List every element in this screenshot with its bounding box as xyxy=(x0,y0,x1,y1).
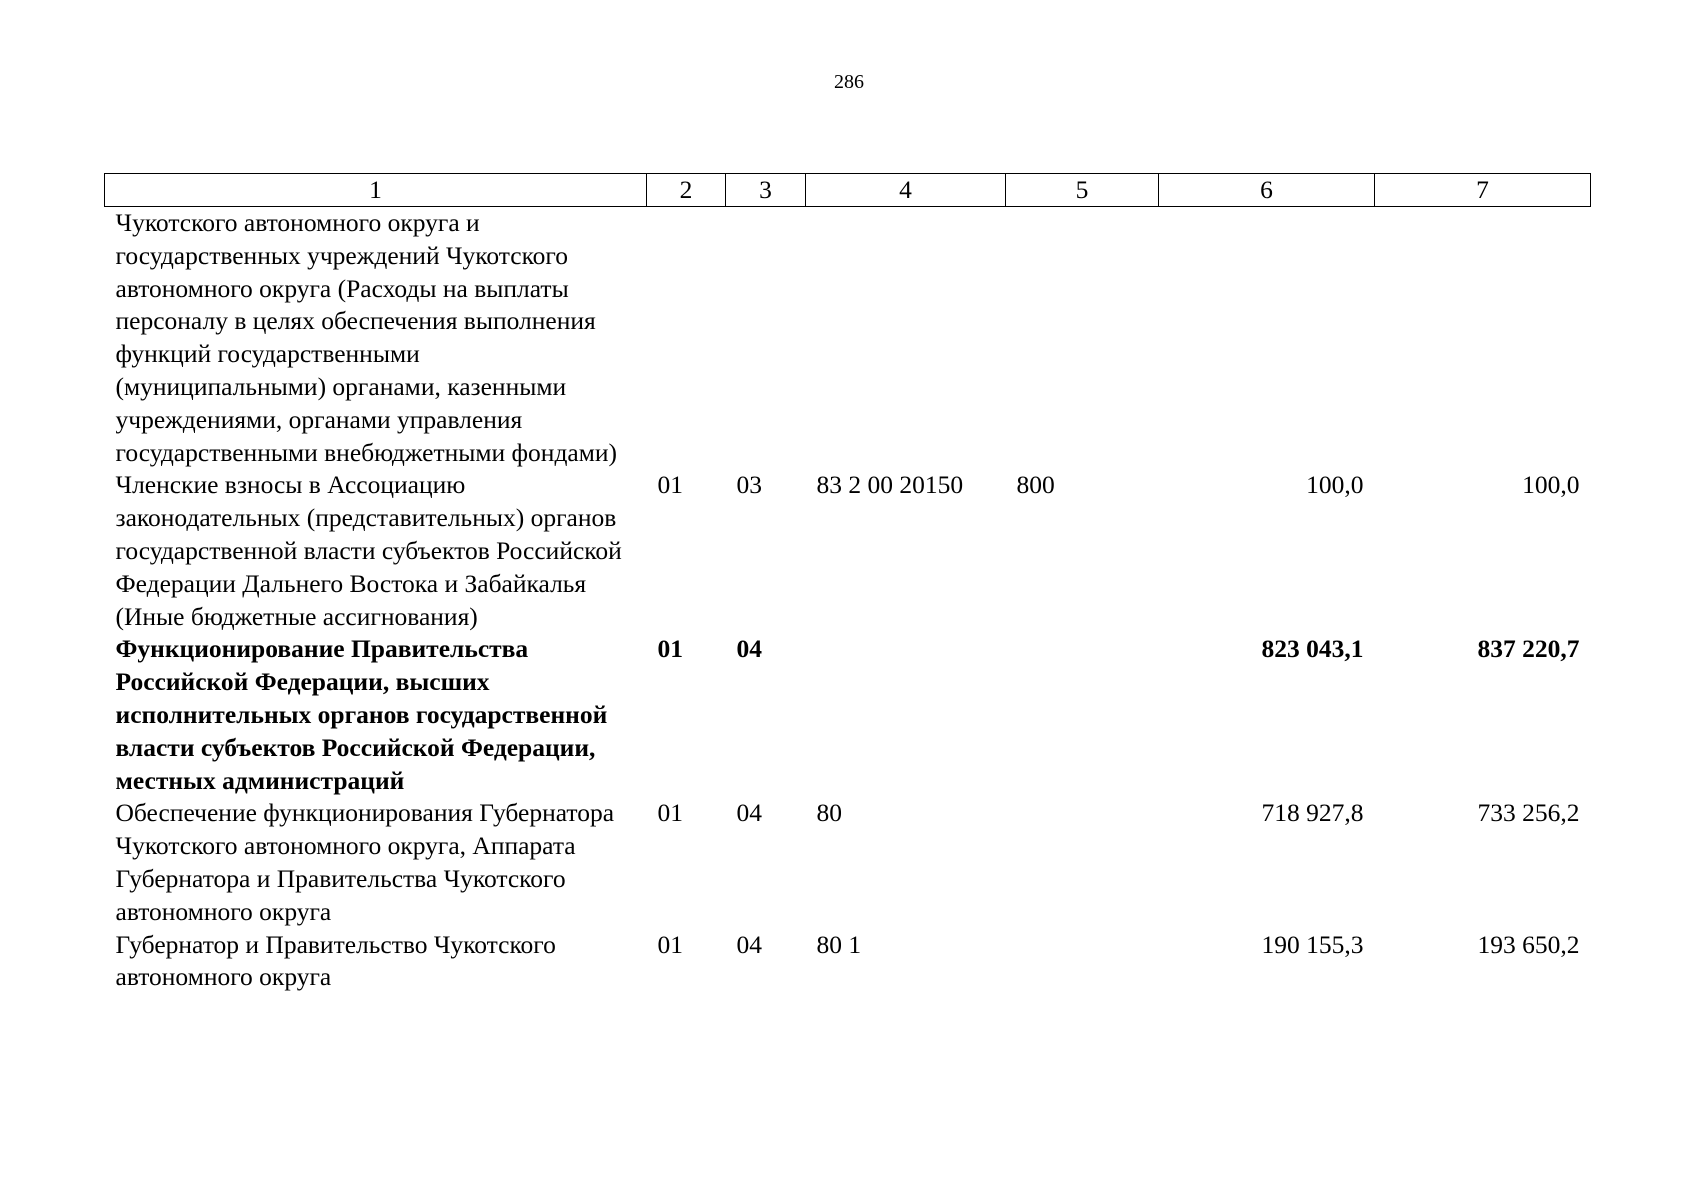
row-name: Губернатор и Правительство Чукотского автономного округа xyxy=(115,929,556,992)
row-expense-type xyxy=(1006,633,1159,797)
table-row xyxy=(105,207,1591,470)
row-amount-1 xyxy=(1159,207,1375,470)
row-section: 01 xyxy=(657,470,683,500)
row-expense-type: 800 xyxy=(1016,470,1055,500)
row-target-article: 80 xyxy=(816,798,842,828)
table-header-row xyxy=(105,174,1591,207)
row-amount-2: 193 650,2 xyxy=(1477,929,1580,959)
header-col-1: 1 xyxy=(105,174,647,207)
row-amount-2 xyxy=(1375,207,1591,470)
table-row xyxy=(105,633,1591,797)
row-name: Функционирование Правительства Российской Федерации, высших исполнительных органов государственной власти субъектов Российской Федерации, местных администраций xyxy=(115,634,608,795)
row-name: Чукотского автономного округа и государственных учреждений Чукотского автономного округа (Расходы на выплаты персоналу в целях обеспечения выполнения функций государственными (муниципальными) органами, казенными учреждениями, органами управления государственными внебюджетными фондами) xyxy=(115,208,618,467)
row-amount-2: 733 256,2 xyxy=(1477,798,1580,828)
row-subsection: 03 xyxy=(736,470,762,500)
row-amount-1: 100,0 xyxy=(1306,470,1364,500)
row-section: 01 xyxy=(657,798,683,828)
page-number: 286 xyxy=(834,71,864,93)
table-row xyxy=(105,469,1591,633)
row-amount-1: 190 155,3 xyxy=(1261,929,1364,959)
row-section xyxy=(647,207,726,470)
header-col-4: 4 xyxy=(806,174,1006,207)
table-row xyxy=(105,797,1591,928)
row-expense-type xyxy=(1006,207,1159,470)
header-col-2: 2 xyxy=(647,174,726,207)
row-subsection: 04 xyxy=(736,634,762,664)
budget-table xyxy=(104,173,1591,994)
row-target-article: 83 2 00 20150 xyxy=(816,470,964,500)
row-subsection: 04 xyxy=(736,798,762,828)
row-expense-type xyxy=(1006,929,1159,995)
row-target-article xyxy=(806,207,1006,470)
row-amount-2: 100,0 xyxy=(1522,470,1580,500)
row-section: 01 xyxy=(657,929,683,959)
row-amount-2: 837 220,7 xyxy=(1477,634,1580,664)
row-name: Обеспечение функционирования Губернатора Чукотского автономного округа, Аппарата Губернатора и Правительства Чукотского автономного округа xyxy=(115,798,615,926)
row-subsection xyxy=(726,207,806,470)
header-col-3: 3 xyxy=(726,174,806,207)
row-target-article xyxy=(806,633,1006,797)
row-subsection: 04 xyxy=(736,929,762,959)
row-name: Членские взносы в Ассоциацию законодательных (представительных) органов государственной власти субъектов Российской Федерации Дальнего Востока и Забайкалья (Иные бюджетные ассигнования) xyxy=(115,470,622,631)
row-section: 01 xyxy=(657,634,683,664)
header-col-5: 5 xyxy=(1006,174,1159,207)
row-amount-1: 718 927,8 xyxy=(1261,798,1364,828)
header-col-7: 7 xyxy=(1375,174,1591,207)
header-col-6: 6 xyxy=(1159,174,1375,207)
table-row xyxy=(105,929,1591,995)
row-expense-type xyxy=(1006,797,1159,928)
row-target-article: 80 1 xyxy=(816,929,862,959)
row-amount-1: 823 043,1 xyxy=(1261,634,1364,664)
